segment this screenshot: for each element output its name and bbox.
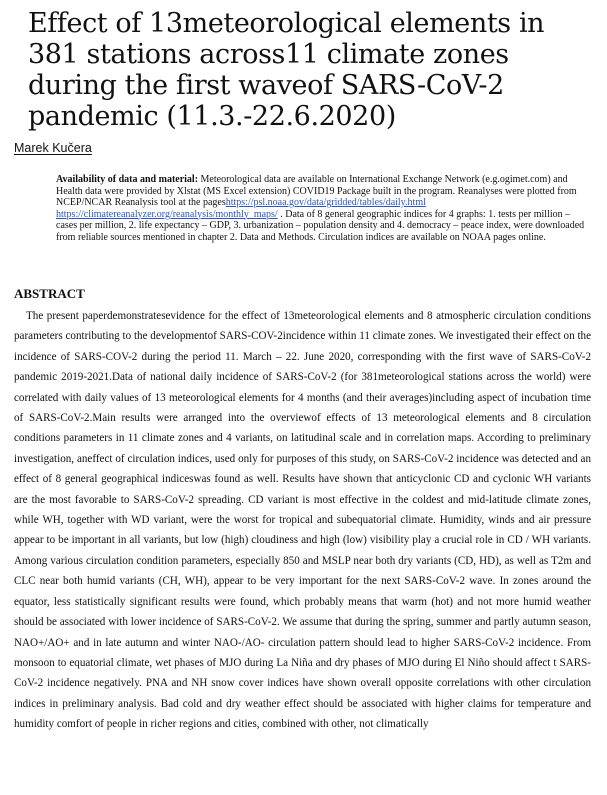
climate-reanalyzer-link[interactable]: https://climatereanalyzer.org/reanalysis/monthly_maps/ xyxy=(56,208,278,220)
availability-text-2: . Data of 8 general geographic indices for 4 graphs: 1. tests per million – cases per million, 2. life expectancy – GDP, 3. urbanization – population density and 4. democracy – peace index, were downloaded from reliable sources mentioned in chapter 2. Data and Methods. Circulation indices are available on NOAA pages online. xyxy=(56,208,585,243)
availability-statement xyxy=(56,174,592,243)
abstract-body: The present paperdemonstratesevidence for the effect of 13meteorological elements and 8 atmospheric circulation conditions parameters contributing to the developmentof SARS-COV-2incidence within 11 climate zones. We investigated their effect on the incidence of SARS-COV-2 during the period 11. March – 22. June 2020, corresponding with the first wave of SARS-CoV-2 pandemic 2019-2021.Data of national daily incidence of SARS-CoV-2 (for 381meteorological stations across the world) were correlated with daily values of 13 meteorological elements for 4 months (and their averages)including aspect of incubation time of SARS-CoV-2.Main results were arranged into the overviewof effects of 13 meteorological elements and 8 circulation conditions parameters in 11 climate zones and 4 variants, on latitudinal scale and in correlation maps. According to preliminary investigation, aneffect of circulation indices, used only for purposes of this study, on SARS-CoV-2 incidence was detected and an effect of 8 general geographical indiceswas found as well. Results have shown that anticyclonic CD and cyclonic WH variants are the most favorable to SARS-CoV-2 spreading. CD variant is most effective in the coldest and mid-latitude climate zones, while WH, together with WD variant, were the worst for tropical and subequatorial climate. Humidity, winds and air pressure appear to be important in all variants, but low (high) cloudiness and high (low) visibility play a crucial role in CD / WH variants. Among various circulation condition parameters, especially 850 and MSLP near both dry variants (CD, HD), as well as T2m and CLC near both humid variants (CH, WH), appear to be very important for the next SARS-CoV-2 wave. In zones around the equator, less statistically significant results were found, which probably means that warm (hot) and not more humid weather should be associated with lower incidence of SARS-CoV-2. We assume that during the spring, summer and partly autumn season, NAO+/AO+ and in late autumn and winter NAO-/AO- circulation pattern should lead to higher SARS-CoV-2 incidence. From monsoon to equatorial climate, wet phases of MJO during La Niña and dry phases of MJO during El Niño should affect t SARS-CoV-2 incidence negatively. PNA and NH snow cover indices have shown overall opposite correlations with other circulation indices in preliminary analysis. Bad cold and dry weather effect should be associated with higher claims for temperature and humidity comfort of people in richer regions and cities, combined with other, not climatically xyxy=(14,310,591,731)
author-name[interactable]: Marek Kučera xyxy=(14,141,92,155)
paper-title: Effect of 13meteorological elements in 381 stations across11 climate zones during the first waveof SARS-CoV-2 pandemic (11.3.-22.6.2020) xyxy=(28,8,545,132)
availability-label: Availability of data and material: xyxy=(56,174,199,185)
abstract-heading: ABSTRACT xyxy=(14,286,85,301)
noaa-link[interactable]: https://psl.noaa.gov/data/gridded/tables/daily.html xyxy=(225,197,426,208)
availability-text-1: Meteorological data are available on International Exchange Network (e.g.ogimet.com) and Health data were provided by Xlstat (MS Excel extension) COVID19 Package built in the program. Reanalyses were plotted from NCEP/NCAR Reanalysis tool at the pages xyxy=(56,174,577,208)
